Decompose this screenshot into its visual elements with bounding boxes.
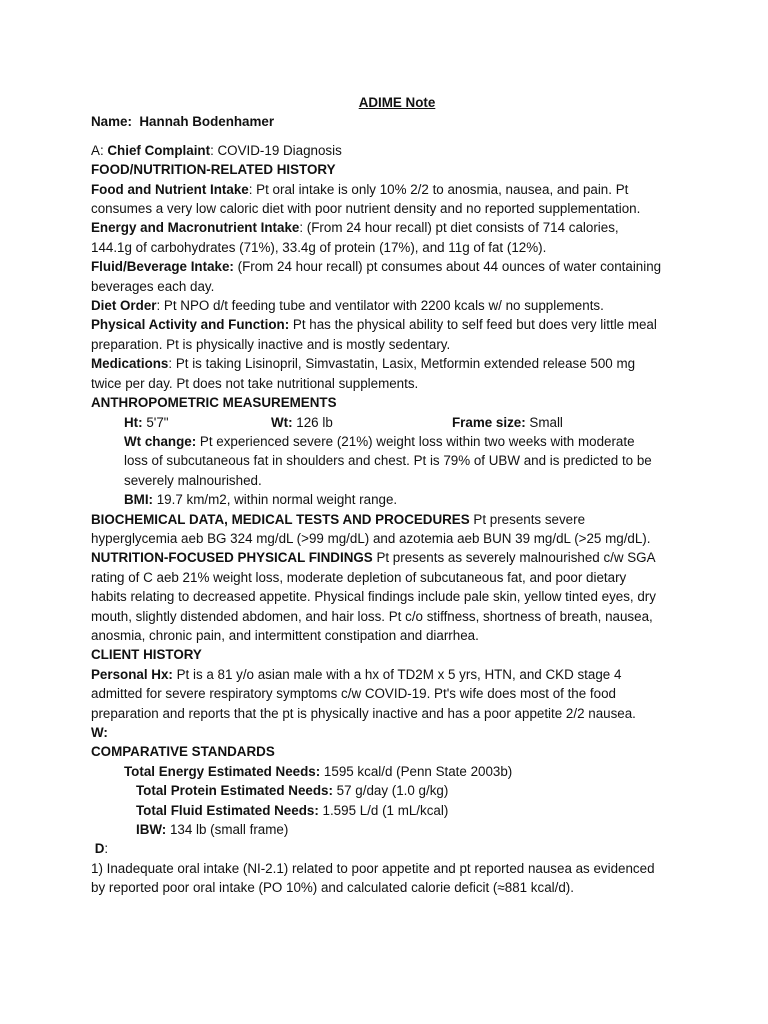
total-fluid-needs: Total Fluid Estimated Needs: 1.595 L/d (1 mL/kcal) bbox=[136, 802, 449, 818]
physical-activity: Physical Activity and Function: Pt has the physical ability to self feed but does very little meal preparation. Pt is physically inactive and is mostly sedentary. bbox=[91, 317, 657, 352]
weight-change-label: Wt change: bbox=[124, 433, 197, 449]
client-history-heading: CLIENT HISTORY bbox=[91, 647, 202, 663]
physical-findings: NUTRITION-FOCUSED PHYSICAL FINDINGS Pt presents as severely malnourished c/w SGA rating of C aeb 21% weight loss, moderate depletion of subcutaneous fat, and poor dietary habits relating to decreased appetite. Physical findings include pale skin, yellow tinted eyes, dry mouth, slightly distended abdomen, and hair loss. Pt c/o stiffness, shortness of breath, nausea, anosmia, chronic pain, and intermittent constipation and diarrhea. bbox=[91, 550, 656, 643]
weight: Wt: 126 lb bbox=[271, 414, 333, 430]
w-section-label: W: bbox=[91, 725, 108, 740]
weight-change: Wt change: Pt experienced severe (21%) weight loss within two weeks with moderate loss of subcutaneous fat in shoulders and chest. Pt is 79% of UBW and is predicted to be severely malnourished. bbox=[124, 433, 652, 488]
name-value: Hannah Bodenhamer bbox=[139, 114, 275, 130]
personal-history-label: Personal Hx: bbox=[91, 666, 173, 682]
biochemical-heading: BIOCHEMICAL DATA, MEDICAL TESTS AND PROCEDURES bbox=[91, 511, 470, 527]
anthropometric-heading: ANTHROPOMETRIC MEASUREMENTS bbox=[91, 395, 337, 411]
diagnosis-statement: 1) Inadequate oral intake (NI-2.1) related to poor appetite and pt reported nausea as evidenced by reported poor oral intake (PO 10%) and calculated calorie deficit (≈881 kcal/d). bbox=[91, 860, 655, 896]
diagnosis-label: D: bbox=[94, 841, 109, 857]
food-history-heading: FOOD/NUTRITION-RELATED HISTORY bbox=[91, 162, 336, 178]
chief-complaint-value: : COVID-19 Diagnosis bbox=[210, 142, 342, 158]
total-energy-needs: Total Energy Estimated Needs: 1595 kcal/d (Penn State 2003b) bbox=[124, 763, 513, 779]
physical-findings-heading: NUTRITION-FOCUSED PHYSICAL FINDINGS bbox=[91, 550, 373, 566]
fluid-intake: Fluid/Beverage Intake: (From 24 hour recall) pt consumes about 44 ounces of water containing beverages each day. bbox=[91, 259, 662, 294]
diet-order-label: Diet Order bbox=[91, 298, 157, 314]
frame-size: Frame size: Small bbox=[452, 414, 563, 430]
energy-intake-label: Energy and Macronutrient Intake bbox=[91, 220, 300, 236]
bmi: BMI: 19.7 km/m2, within normal weight range. bbox=[124, 492, 398, 508]
ideal-body-weight: IBW: 134 lb (small frame) bbox=[136, 822, 289, 838]
food-intake: Food and Nutrient Intake: Pt oral intake is only 10% 2/2 to anosmia, nausea, and pain. Pt consumes a very low caloric diet with poor nutrient density and no reported supplementation. bbox=[91, 181, 641, 217]
chief-complaint: A: Chief Complaint: COVID-19 Diagnosis bbox=[91, 142, 342, 158]
diet-order: Diet Order: Pt NPO d/t feeding tube and ventilator with 2200 kcals w/ no supplements. bbox=[91, 298, 604, 314]
comparative-standards-heading: COMPARATIVE STANDARDS bbox=[91, 744, 275, 760]
food-intake-label: Food and Nutrient Intake bbox=[91, 181, 249, 197]
total-protein-needs: Total Protein Estimated Needs: 57 g/day (1.0 g/kg) bbox=[136, 783, 449, 799]
personal-history: Personal Hx: Pt is a 81 y/o asian male with a hx of TD2M x 5 yrs, HTN, and CKD stage 4 admitted for severe respiratory symptoms c/w COVID-19. Pt's wife does most of the food preparation and reports that the pt is physically inactive and has a poor appetite 2/2 nausea. bbox=[91, 666, 636, 721]
a-label: A bbox=[91, 142, 100, 158]
document-title: ADIME Note bbox=[358, 95, 436, 110]
anthropometric-row bbox=[91, 413, 691, 432]
physical-activity-label: Physical Activity and Function: bbox=[91, 317, 290, 333]
energy-intake: Energy and Macronutrient Intake: (From 24 hour recall) pt diet consists of 714 calories, 144.1g of carbohydrates (71%), 33.4g of protein (17%), and 11g of fat (12%). bbox=[91, 220, 619, 255]
biochemical-data: BIOCHEMICAL DATA, MEDICAL TESTS AND PROCEDURES Pt presents severe hyperglycemia aeb BG 324 mg/dL (>99 mg/dL) and azotemia aeb BUN 39 mg/dL (>25 mg/dL). bbox=[91, 511, 651, 546]
adime-note bbox=[91, 93, 691, 898]
medications: Medications: Pt is taking Lisinopril, Simvastatin, Lasix, Metformin extended release 500 mg twice per day. Pt does not take nutritional supplements. bbox=[91, 356, 636, 391]
height: Ht: 5'7" bbox=[124, 414, 169, 430]
chief-complaint-label: Chief Complaint bbox=[107, 142, 211, 158]
name-label: Name: bbox=[91, 114, 132, 130]
bmi-label: BMI: bbox=[124, 492, 154, 508]
patient-name bbox=[91, 112, 691, 131]
fluid-intake-label: Fluid/Beverage Intake: bbox=[91, 259, 234, 275]
spacer bbox=[91, 132, 691, 141]
medications-label: Medications bbox=[91, 356, 169, 372]
